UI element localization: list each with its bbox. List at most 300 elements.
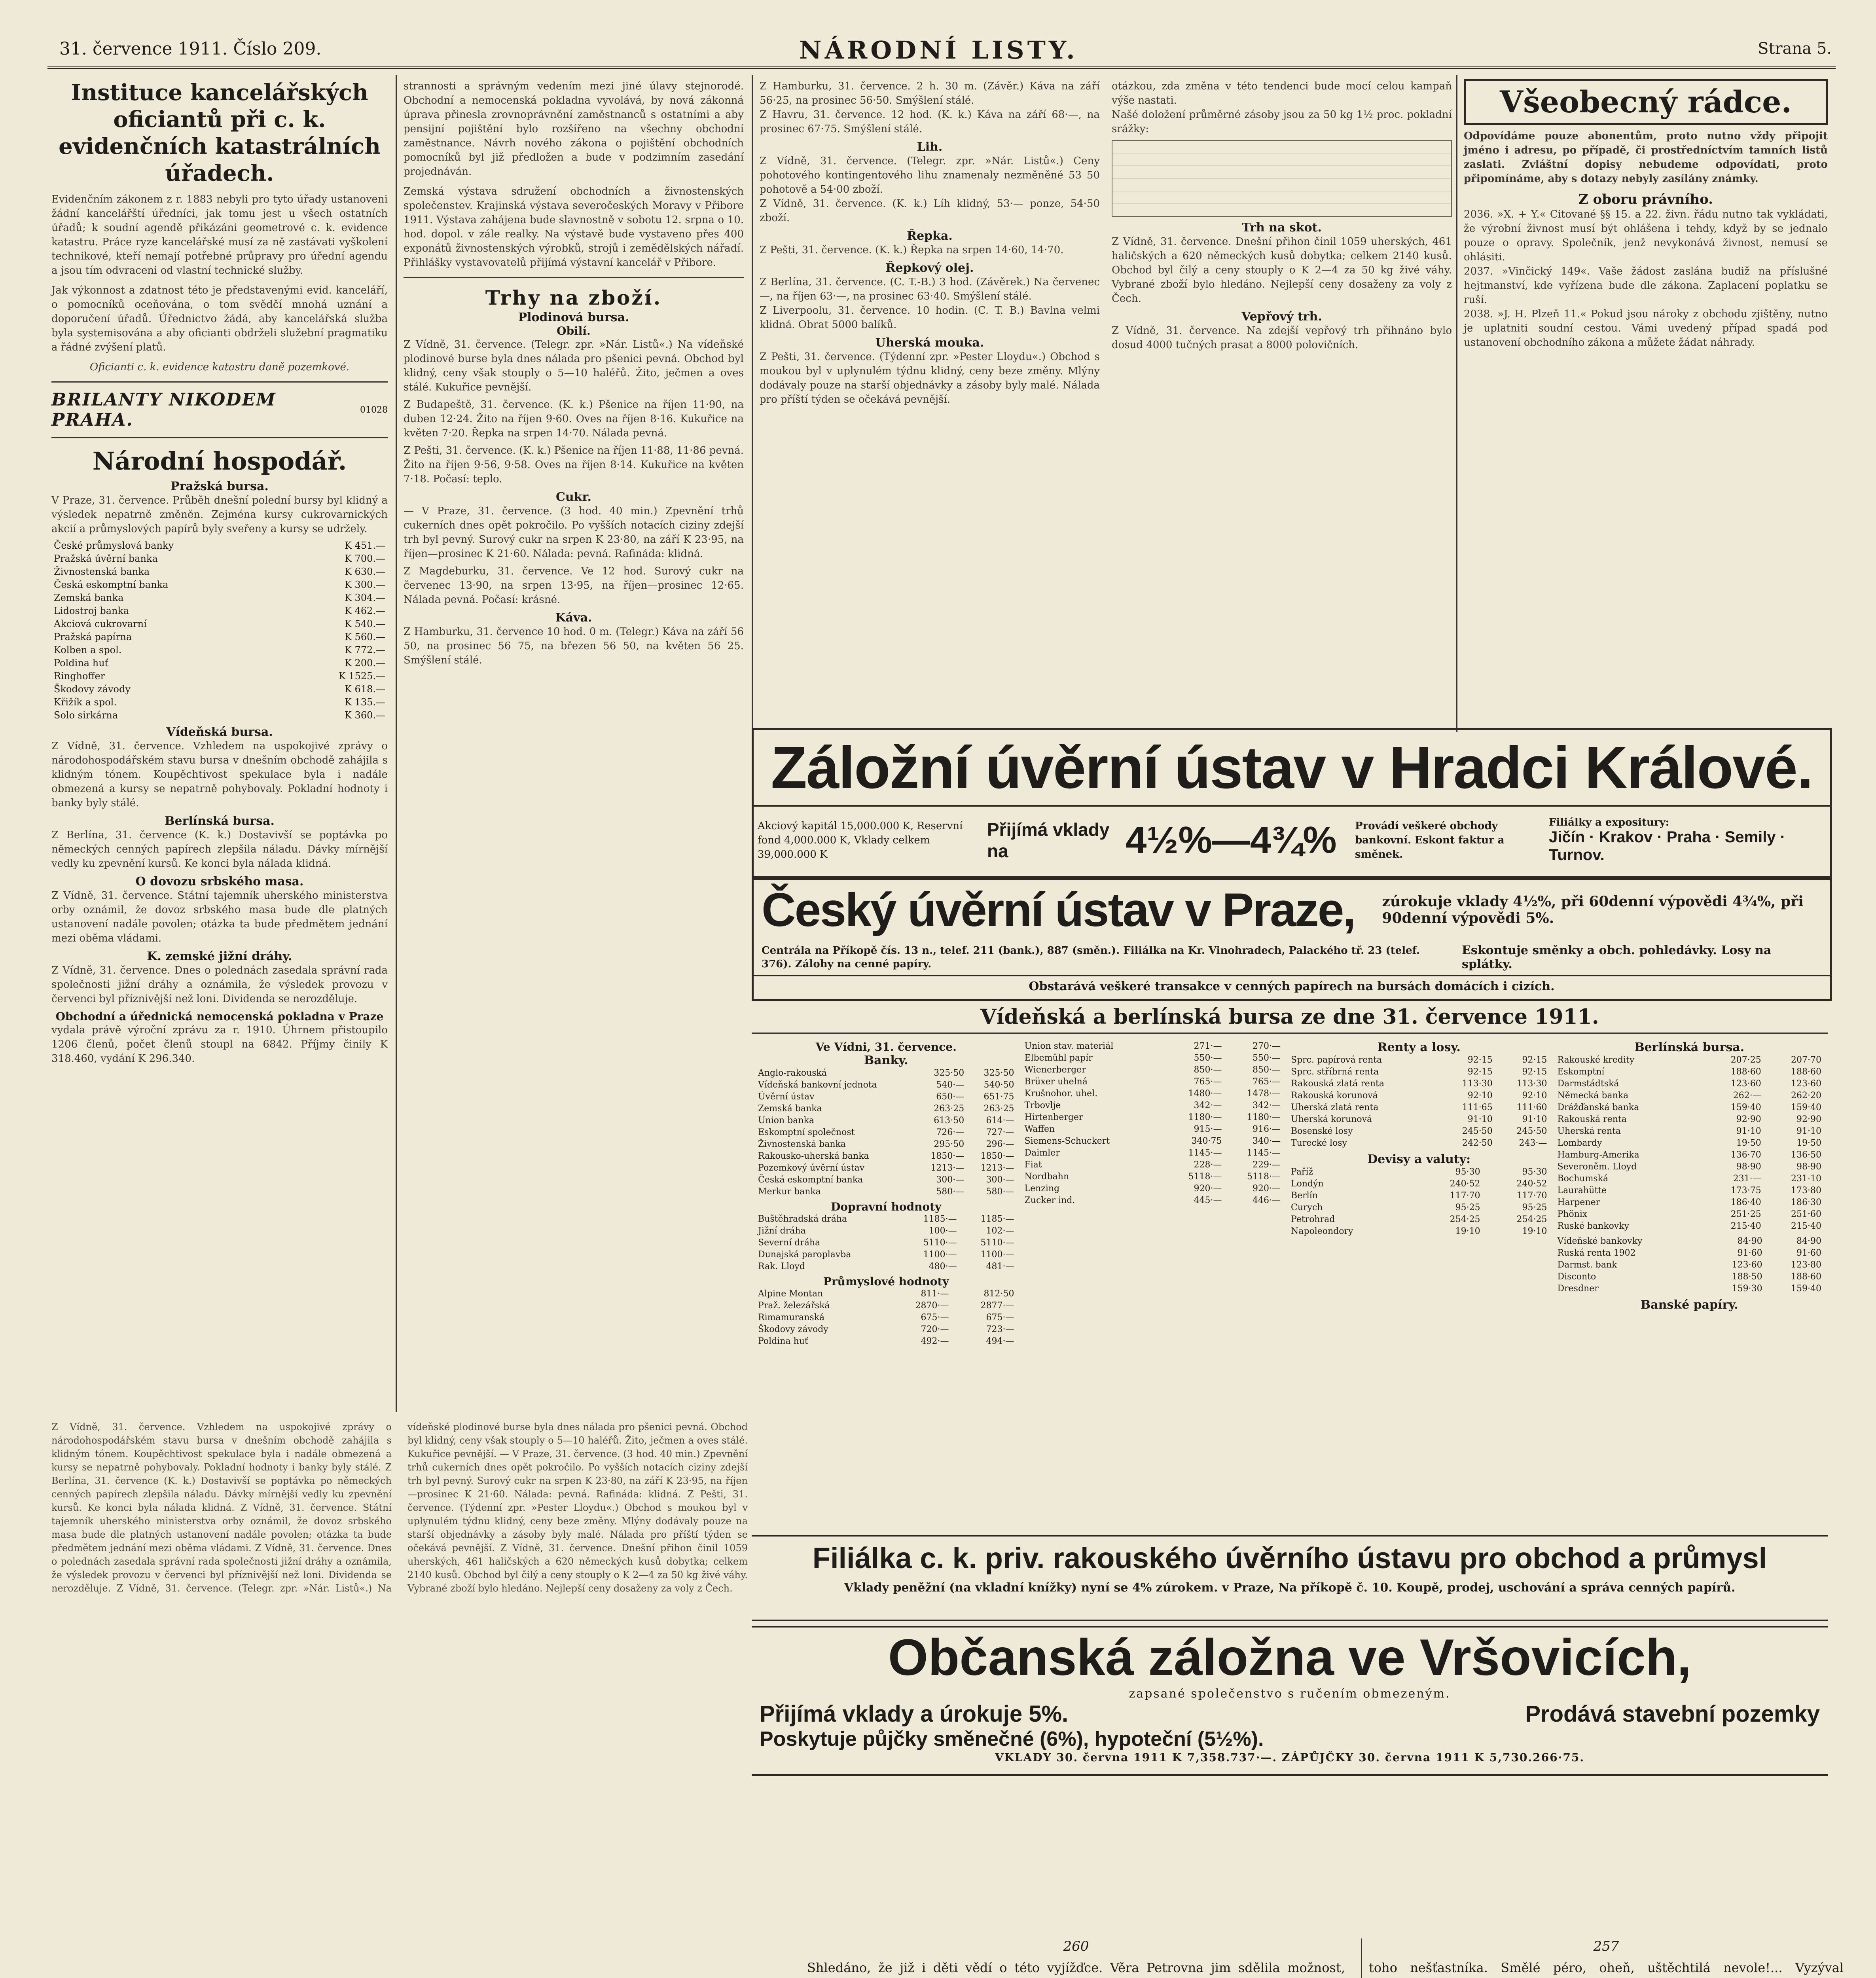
table-row <box>1289 1066 1550 1078</box>
security-price: 91·10 <box>1736 1126 1761 1136</box>
security-price: 850·— <box>1253 1065 1281 1075</box>
security-price: 215·40 <box>1730 1221 1761 1231</box>
table-row <box>1289 1102 1550 1114</box>
security-price: 113·30 <box>1462 1079 1493 1089</box>
security-price: 102·— <box>986 1226 1014 1236</box>
security-price: 916·— <box>1253 1124 1281 1134</box>
security-price: 263·25 <box>934 1104 965 1114</box>
security-name: Laurahütte <box>1557 1186 1607 1196</box>
security-price: 727·— <box>986 1127 1014 1137</box>
security-price: 540·50 <box>983 1080 1014 1090</box>
ad-sub: zapsané společenstvo s ručením obmezeným. <box>1129 1687 1451 1701</box>
security-name: Uherská renta <box>1557 1126 1621 1136</box>
table-row <box>1555 1283 1824 1295</box>
subsection-title: Cukr. <box>556 490 591 504</box>
article-body: Z Pešti, 31. července. (K. k.) Řepka na srpen 14·60, 14·70. <box>760 244 1064 256</box>
table-row <box>51 552 388 565</box>
security-name: Brüxer uhelná <box>1024 1077 1088 1087</box>
ad-branches <box>1549 817 1826 864</box>
security-name: Severní dráha <box>758 1238 821 1248</box>
table-row <box>51 565 388 578</box>
security-price: 95·25 <box>1455 1203 1480 1213</box>
table-row <box>1022 1183 1283 1195</box>
table-row <box>1289 1202 1550 1214</box>
stock-name: Solo sirkárna <box>54 710 118 721</box>
security-name: Úvěrní ústav <box>758 1092 815 1102</box>
ad-title: Záložní úvěrní ústav v Hradci Králové. <box>771 734 1813 801</box>
security-price: 720·— <box>921 1324 949 1334</box>
security-price: 1478·— <box>1247 1089 1281 1099</box>
bursa-table <box>1289 1054 1550 1149</box>
security-price: 117·70 <box>1516 1191 1547 1201</box>
ad-services: Provádí veškeré obchody bankovní. Eskont faktur a směnek. <box>1355 820 1505 860</box>
security-price: 136·50 <box>1791 1150 1821 1160</box>
security-name: Waffen <box>1024 1124 1055 1134</box>
stock-value: K 700.— <box>345 553 385 564</box>
subsection-title: Obilí. <box>557 324 591 337</box>
section-title: Národní hospodář. <box>92 447 347 476</box>
table-row <box>51 604 388 618</box>
masthead <box>47 35 1836 69</box>
security-price: 92·90 <box>1736 1114 1761 1124</box>
article-body: Z Vídně, 31. července. (Telegr. zpr. »Nár. Listů«.) Na vídeňské plodinové burse byla dnes nálada pro pšenici pevná. Obchod byl klidný, ceny však stouply o 5—10 haléřů. Žito, ječmen a oves stálé. Kukuřice pevnější. <box>404 339 744 393</box>
security-name: Union stav. materiál <box>1024 1041 1114 1051</box>
security-name: Rakouské kredity <box>1557 1055 1635 1065</box>
bursa-table <box>756 1213 1017 1273</box>
table-row <box>1022 1135 1283 1147</box>
column-4 <box>1464 79 1828 350</box>
stock-table <box>51 539 388 722</box>
rule <box>752 1033 1828 1034</box>
security-price: 765·— <box>1194 1077 1222 1087</box>
article-body: Zemská výstava sdružení obchodních a živnostenských společenstev. Krajinská výstava severočeských Moravy v Přibore 1911. Výstava zahájena bude slavnostně v sobotu 12. srpna o 10. hod. dopol. v zále realky. Na výstavě bude vystaveno přes 400 exponátů živnostenských výrobků, strojů i zemědělských nářadí. Přihlášky vystavovatelů přijímá výstavní kancelář v Přibore. <box>404 186 744 269</box>
table-row <box>51 670 388 683</box>
bursa-title: Vídeňská a berlínská bursa ze dne 31. července 1911. <box>980 1005 1599 1029</box>
security-price: 920·— <box>1194 1184 1222 1194</box>
column-3b <box>1112 79 1452 352</box>
security-name: Daimler <box>1024 1148 1060 1158</box>
stock-value: K 135.— <box>345 697 385 708</box>
bursa-label: Devisy a valuty: <box>1367 1152 1471 1166</box>
ad-row <box>754 940 1830 975</box>
ad-title: Občanská záložna ve Vršovicích, <box>888 1628 1692 1686</box>
security-name: Rimamuranská <box>758 1313 825 1322</box>
stock-name: Lidostroj banka <box>54 605 129 616</box>
security-price: 1213·— <box>930 1163 965 1173</box>
security-price: 1145·— <box>1188 1148 1222 1158</box>
security-price: 1850·— <box>930 1151 965 1161</box>
security-price: 850·— <box>1194 1065 1222 1075</box>
security-price: 723·— <box>986 1324 1014 1334</box>
security-price: 91·60 <box>1796 1248 1821 1258</box>
security-name: Uherská zlatá renta <box>1291 1103 1379 1112</box>
subsection-title: Plodinová bursa. <box>518 311 629 324</box>
security-name: Vídeňská bankovní jednota <box>758 1080 877 1090</box>
bursa-label: Banské papíry. <box>1640 1298 1738 1312</box>
security-name: Buštěhradská dráha <box>758 1214 847 1224</box>
table-row <box>1022 1052 1283 1064</box>
security-price: 95·25 <box>1522 1203 1547 1213</box>
table-row <box>1555 1137 1824 1149</box>
table-row <box>756 1225 1017 1237</box>
security-name: Ruské bankovky <box>1557 1221 1629 1231</box>
security-name: Bochumská <box>1557 1174 1609 1184</box>
security-price: 915·— <box>1194 1124 1222 1134</box>
security-price: 95·30 <box>1522 1167 1547 1177</box>
table-row <box>1289 1125 1550 1137</box>
article-body: Z Berlína, 31. července (K. k.) Dostavivší se poptávka po německých cenných papírech zlepšila náladu. Dávky mírnější vedly ku zpevnění kursů. Ke konci byla nálada klidná. <box>51 829 388 870</box>
security-price: 231·10 <box>1791 1174 1821 1184</box>
stock-value: K 560.— <box>345 631 385 642</box>
bursa-table <box>756 1288 1017 1347</box>
security-name: Disconto <box>1557 1272 1596 1282</box>
table-row <box>1022 1159 1283 1171</box>
table-row <box>1022 1100 1283 1112</box>
security-price: 91·60 <box>1737 1248 1762 1258</box>
branches-list: Jičín · Krakov · Praha · Semily · Turnov. <box>1549 828 1785 864</box>
security-price: 242·50 <box>1462 1138 1493 1148</box>
security-price: 123·60 <box>1791 1079 1821 1089</box>
security-price: 1180·— <box>1188 1112 1222 1122</box>
subsection-title: K. zemské jižní dráhy. <box>147 949 292 963</box>
security-price: 263·25 <box>983 1104 1014 1114</box>
paper-title: NÁRODNÍ LISTY. <box>799 36 1078 64</box>
stock-name: Kolben a spol. <box>54 644 122 656</box>
subsection-title: Uherská mouka. <box>875 336 984 350</box>
security-price: 920·— <box>1253 1184 1281 1194</box>
bursa-table <box>1555 1235 1824 1295</box>
security-name: Německá banka <box>1557 1091 1629 1101</box>
security-price: 1185·— <box>923 1214 957 1224</box>
security-price: 340·— <box>1253 1136 1281 1146</box>
stock-value: K 451.— <box>345 540 385 551</box>
security-price: 342·— <box>1194 1101 1222 1110</box>
table-row <box>1022 1112 1283 1124</box>
ad-address: Centrála na Příkopě čís. 13 n., telef. 211 (bank.), 887 (směn.). Filiálka na Kr. Vinohradech, Palackého tř. 23 (telef. 376). Zálohy na cenné papíry. <box>762 945 1420 970</box>
bursa-table <box>756 1067 1017 1198</box>
article-body: Z Vídně, 31. července. Vzhledem na uspokojivé zprávy o národohospodářském stavu bursa v dnešním obchodě zahájila s klidným tónem. Koupěchtivost spekulace byla i nadále obmezená a kursy se nepatrně pohybovaly. Pokladní hodnoty i banky byly stálé. Z Berlína, 31. července (K. k.) Dostavivší se poptávka po německých cenných papírech zlepšila náladu. Dávky mírnější vedly ku zpevnění kursů. Ke konci byla nálada klidná. Z Vídně, 31. července. Státní tajemník uherského ministerstva orby oznámil, že dovoz srbského masa bude dle platných ustanovení nadále povolen; otázka ta bude předmětem jednání mezi oběma vládami. Z Vídně, 31. července. Dnes o polednách zasedala správní rada společnosti jižní dráhy a oznámila, že výsledek provozu v červenci byl příznivější než loni. Dividenda se nerozděluje. Z Vídně, 31. července. (Telegr. zpr. »Nár. Listů«.) Na vídeňské plodinové burse byla dnes nálada pro pšenici pevná. Obchod byl klidný, ceny však stouply o 5—10 haléřů. Žito, ječmen a oves stálé. Kukuřice pevnější. — V Praze, 31. července. (3 hod. 40 min.) Zpevnění trhů cukerních dnes opět pokročilo. Po vyšších notacích ciziny zdejší trh byl pevný. Surový cukr na srpen K 23·80, na září K 23·95, na říjen—prosinec K 21·60. Nálada: pevná. Rafináda: klidná. Z Pešti, 31. července. (Týdenní zpr. »Pester Lloydu«.) Obchod s moukou byl v uplynulém týdnu klidný, ceny beze změny. Mlýny dodávaly pouze na starší objednávky a zásoby byly malé. Nálada pro příští týden se očekává pevnější. Z Vídně, 31. července. Dnešní přihon činil 1059 uherských, 461 haličských a 620 německých kusů dobytka; celkem 2140 kusů. Obchod byl čilý a ceny stouply o K 2—4 za 50 kg živé váhy. Vybrané zboží bylo hledáno. Nejlepší ceny dosaženy za voly z Čech. <box>51 1421 748 1594</box>
price-table <box>1112 140 1452 217</box>
bursa-col-3 <box>1289 1040 1550 1527</box>
security-price: 92·15 <box>1522 1055 1547 1065</box>
subsection-title: Vídeňská bursa. <box>166 725 273 739</box>
security-name: Dresdner <box>1557 1284 1599 1294</box>
branches-label: Filiálky a expositury: <box>1549 817 1669 828</box>
security-price: 123·60 <box>1730 1079 1761 1089</box>
security-price: 186·40 <box>1730 1197 1761 1207</box>
table-row <box>51 709 388 722</box>
table-row <box>1289 1090 1550 1102</box>
security-name: Harpener <box>1557 1197 1600 1207</box>
security-price: 271·— <box>1194 1041 1222 1051</box>
security-price: 650·— <box>936 1092 965 1102</box>
ad-details <box>754 805 1830 874</box>
security-price: 811·— <box>921 1289 949 1299</box>
security-name: Nordbahn <box>1024 1172 1069 1182</box>
table-row <box>1555 1173 1824 1185</box>
security-price: 91·10 <box>1522 1114 1547 1124</box>
security-price: 540·— <box>936 1080 965 1090</box>
ad-hradec <box>752 728 1832 878</box>
stock-value: K 630.— <box>345 566 385 577</box>
table-row <box>1555 1185 1824 1197</box>
stock-value: K 1525.— <box>338 671 385 682</box>
security-name: Berlín <box>1291 1191 1318 1201</box>
table-row <box>1022 1195 1283 1207</box>
security-name: Siemens-Schuckert <box>1024 1136 1110 1146</box>
table-row <box>756 1139 1017 1150</box>
table-row <box>51 644 388 657</box>
security-price: 159·30 <box>1732 1284 1762 1294</box>
stock-name: Česká eskomptní banka <box>54 579 169 590</box>
security-price: 207·25 <box>1730 1055 1761 1065</box>
security-name: Darmst. bank <box>1557 1260 1617 1270</box>
table-row <box>1289 1166 1550 1178</box>
ad-title: Filiálka c. k. priv. rakouského úvěrního ústavu pro obchod a průmysl <box>812 1542 1767 1574</box>
security-price: 342·— <box>1253 1101 1281 1110</box>
table-row <box>51 618 388 631</box>
table-row <box>756 1103 1017 1115</box>
table-row <box>51 578 388 591</box>
novel-text: toho nešťastníka. Smělé péro, oheň, uštěchtilá nevole!... Vyzýval <box>1369 1960 1844 1975</box>
stock-name: Pražská úvěrní banka <box>54 553 158 564</box>
security-price: 98·90 <box>1736 1162 1761 1172</box>
table-row <box>51 657 388 670</box>
security-price: 173·75 <box>1730 1186 1761 1196</box>
security-name: Bosenské losy <box>1291 1126 1353 1136</box>
article-body: vydala právě výroční zprávu za r. 1910. Úhrnem přistoupilo 1206 členů, počet členů stoupl na 6842. Příjmy činily K 318.460, vydání K 296.340. <box>51 1024 388 1065</box>
security-name: Trbovlje <box>1024 1101 1061 1110</box>
table-row <box>1022 1076 1283 1088</box>
ad-side: Eskontuje směnky a obch. pohledávky. Losy na splátky. <box>1462 944 1772 971</box>
security-name: Sprc. papírová renta <box>1291 1055 1382 1065</box>
table-row <box>1555 1209 1824 1220</box>
security-name: Drážďanská banka <box>1557 1103 1639 1112</box>
security-price: 262·20 <box>1791 1091 1821 1101</box>
security-price: 675·— <box>921 1313 949 1322</box>
stock-name: Ringhoffer <box>54 671 105 682</box>
stock-name: Škodovy závody <box>54 684 131 695</box>
ad-number: 01028 <box>360 405 388 415</box>
article-body: strannosti a správným vedením mezi jiné úlavy stejnorodé. Obchodní a nemocenská pokladna vyvolává, by nová zákonná úprava přinesla zrovnoprávnění zaměstnanců s ostatními a aby pensijní pojištění bylo rozšířeno na všechny obchodní zaměstnance. Návrh nového zákona o pojištění obchodních pomocníků byl již předložen a bude v podzimním zasedání projednáván. <box>404 80 744 178</box>
column-rule <box>752 75 753 732</box>
security-name: Zucker ind. <box>1024 1196 1075 1205</box>
table-row <box>1022 1147 1283 1159</box>
section-title: Trhy na zboží. <box>485 286 662 309</box>
bursa-label: Berlínská bursa. <box>1634 1040 1745 1054</box>
security-name: Elbemühl papír <box>1024 1053 1093 1063</box>
table-row <box>1555 1197 1824 1209</box>
security-name: Česká eskomptní banka <box>758 1175 863 1185</box>
subsection-title: Obchodní a úřednická nemocenská pokladna v Praze <box>55 1010 384 1023</box>
ad-footer: Obstarává veškeré transakce v cenných papírech na bursách domácích i cizích. <box>754 975 1830 993</box>
security-price: 580·— <box>986 1187 1014 1197</box>
column-rule <box>1456 75 1457 732</box>
ad-vklady: Přijímá vklady a úrokuje 5%. <box>760 1701 1069 1727</box>
article-body: Z Budapeště, 31. července. (K. k.) Pšenice na říjen 11·90, na duben 12·24. Žito na říjen 9·60. Oves na říjen 8·16. Kukuřice na květen 7·20. Řepka na srpen 14·70. Nálada pevná. <box>404 399 744 439</box>
table-row <box>1555 1114 1824 1125</box>
table-row <box>1289 1226 1550 1237</box>
column-1 <box>51 79 388 1066</box>
security-price: 296·— <box>986 1139 1014 1149</box>
subsection-title: Trh na skot. <box>1242 221 1322 235</box>
stock-value: K 540.— <box>345 618 385 629</box>
article-body: Z Vídně, 31. července. (Telegr. zpr. »Nár. Listů«.) Ceny pohotového kontingentového lihu znamenaly nezměněné 53 50 pohotově a 54·00 zboží. Z Vídně, 31. července. (K. k.) Líh klidný, 53·— ponze, 54·50 zboží. <box>760 155 1100 224</box>
table-row <box>1555 1235 1824 1247</box>
security-name: Paříž <box>1291 1167 1313 1177</box>
article-body: 2036. »X. + Y.« Citované §§ 15. a 22. živn. řádu nutno tak vykládati, že výrobní živnost musí být ohlášena i tehdy, když by se jednalo pouze o opravy. Společník, jenž nevykonává živnost, nemusí se ohlásiti. 2037. »Vinčický 149«. Vaše žádost zaslána budiž na příslušné hejtmanství, kde vyřízena bude dle zákona. Zaplacení poplatku se ruší. 2038. »J. H. Plzeň 11.« Pokud jsou nároky z obchodu zjištěny, nutno je uplatniti soudní cestou. Vámi uvedený případ spadá pod ustanovení obchodního zákona a můžete žádat náhrady. <box>1464 208 1828 349</box>
ad-row <box>754 880 1830 940</box>
ad-row <box>752 1701 1828 1727</box>
stock-value: K 772.— <box>345 644 385 656</box>
novel-left <box>807 1938 1345 1978</box>
table-row <box>1022 1064 1283 1076</box>
security-price: 159·40 <box>1791 1103 1821 1112</box>
ad-sub: Vklady peněžní (na vkladní knížky) nyní se 4% zúrokem. v Praze, Na příkopě č. 10. Koupě, prodej, uschování a správa cenných papírů. <box>844 1581 1736 1595</box>
stock-value: K 200.— <box>345 657 385 669</box>
table-row <box>1289 1078 1550 1090</box>
security-name: Phönix <box>1557 1209 1588 1219</box>
bursa-col-4 <box>1555 1040 1824 1527</box>
bursa-label: Dopravní hodnoty <box>831 1200 942 1213</box>
security-price: 765·— <box>1253 1077 1281 1087</box>
bursa-label: Renty a losy. <box>1377 1040 1461 1054</box>
security-price: 19·50 <box>1796 1138 1821 1148</box>
table-row <box>756 1115 1017 1127</box>
table-row <box>1555 1054 1824 1066</box>
security-name: Fiat <box>1024 1160 1042 1170</box>
security-price: 446·— <box>1253 1196 1281 1205</box>
security-name: Hamburg-Amerika <box>1557 1150 1639 1160</box>
security-name: Poldina huť <box>758 1336 808 1346</box>
security-name: Eskomptní <box>1557 1067 1605 1077</box>
table-row <box>1289 1190 1550 1202</box>
stock-value: K 462.— <box>345 605 385 616</box>
table-row <box>1022 1124 1283 1135</box>
security-price: 5118·— <box>1247 1172 1281 1182</box>
stock-name: Poldina huť <box>54 657 109 669</box>
security-name: Rakouská korunová <box>1291 1091 1378 1101</box>
advice-intro: Odpovídáme pouze abonentům, proto nutno vždy připojit jméno i adresu, po případě, či prostředníctvím tamních listů zaslati. Zvláštní dopisy nebudeme odpovídati, proto připomínáme, aby s dotazy nebyly zasílány známky. <box>1464 130 1828 185</box>
novel-text: Shledáno, že již i děti vědí o této vyjížďce. Věra Petrovna jim sdělila možnost, <box>807 1960 1345 1975</box>
table-row <box>1555 1125 1824 1137</box>
security-price: 262·— <box>1733 1091 1761 1101</box>
security-price: 1480·— <box>1188 1089 1222 1099</box>
security-price: 251·25 <box>1730 1209 1761 1219</box>
security-price: 92·10 <box>1467 1091 1493 1101</box>
table-row <box>756 1249 1017 1261</box>
table-row <box>756 1127 1017 1139</box>
security-price: 243·— <box>1519 1138 1547 1148</box>
security-price: 240·52 <box>1516 1179 1547 1189</box>
column-2 <box>404 79 744 667</box>
stock-name: Křižík a spol. <box>54 697 117 708</box>
security-price: 2877·— <box>980 1301 1014 1311</box>
security-name: Lenzing <box>1024 1184 1060 1194</box>
security-price: 19·10 <box>1455 1226 1480 1236</box>
security-price: 19·50 <box>1736 1138 1761 1148</box>
article-body: V Praze, 31. července. Průběh dnešní polední bursy byl klidný a výsledek nepatrně změněn. Zejména kursy cukrovarnických akcií a průmyslových papírů byly sveřeny a kursy se udržely. <box>51 494 388 535</box>
brilanty-text: BRILANTY NIKODEM PRAHA. <box>51 390 276 430</box>
table-row <box>1555 1102 1824 1114</box>
security-price: 245·50 <box>1462 1126 1493 1136</box>
table-row <box>1555 1078 1824 1090</box>
table-row <box>756 1150 1017 1162</box>
security-price: 445·— <box>1194 1196 1222 1205</box>
table-row <box>1555 1161 1824 1173</box>
article-body: Z Vídně, 31. července. Dnešní přihon činil 1059 uherských, 461 haličských a 620 německých kusů dobytka; celkem 2140 kusů. Obchod byl čilý a ceny stouply o K 2—4 za 50 kg živé váhy. Vybrané zboží bylo hledáno. Nejlepší ceny dosaženy za voly z Čech. <box>1112 236 1452 305</box>
table-row <box>51 683 388 696</box>
security-name: Wienerberger <box>1024 1065 1086 1075</box>
column-rule <box>1361 1938 1362 1978</box>
subsection-title: Pražská bursa. <box>171 479 269 493</box>
table-row <box>1555 1066 1824 1078</box>
security-price: 188·50 <box>1732 1272 1762 1282</box>
security-name: Alpine Montan <box>758 1289 823 1299</box>
article-body: otázkou, zda změna v této tendenci bude mocí celou kampaň výše nastati. Našé doložení průměrné zásoby jsou za 50 kg 1½ proc. pokladní srážky: <box>1112 80 1452 135</box>
security-price: 5110·— <box>923 1238 957 1248</box>
table-row <box>756 1261 1017 1273</box>
security-price: 325·50 <box>934 1068 965 1078</box>
security-name: Zemská banka <box>758 1104 822 1114</box>
security-price: 295·50 <box>934 1139 965 1149</box>
security-price: 613·50 <box>934 1116 965 1125</box>
bursa-table <box>1022 1040 1283 1207</box>
table-row <box>1289 1214 1550 1226</box>
security-name: Anglo-rakouská <box>758 1068 827 1078</box>
article-body: Z Hamburku, 31. července 10 hod. 0 m. (Telegr.) Káva na září 56 50, na prosinec 56 75, na březen 56 50, na květen 56 25. Smýšlení stálé. <box>404 626 744 666</box>
security-name: Napoleondory <box>1291 1226 1353 1236</box>
ad-filialka <box>752 1535 1828 1621</box>
table-row <box>756 1174 1017 1186</box>
table-row <box>1555 1090 1824 1102</box>
table-row <box>1289 1178 1550 1190</box>
security-price: 325·50 <box>983 1068 1014 1078</box>
security-price: 726·— <box>936 1127 965 1137</box>
table-row <box>1022 1171 1283 1183</box>
table-row <box>1289 1054 1550 1066</box>
table-row <box>756 1288 1017 1300</box>
subsection-title: O dovozu srbského masa. <box>135 875 304 889</box>
security-price: 2870·— <box>915 1301 949 1311</box>
security-price: 1180·— <box>1247 1112 1281 1122</box>
article-title: Instituce kancelářských oficiantů při c. k. evidenčních katastrálních úřadech. <box>59 80 381 186</box>
table-row <box>1022 1040 1283 1052</box>
security-price: 111·65 <box>1462 1103 1493 1112</box>
security-price: 92·10 <box>1522 1091 1547 1101</box>
issue-date: 31. července 1911. Číslo 209. <box>59 39 322 59</box>
column-rule <box>396 75 397 1412</box>
table-row <box>756 1300 1017 1312</box>
stock-value: K 360.— <box>345 710 385 721</box>
ad-land: Prodává stavební pozemky <box>1525 1701 1820 1727</box>
security-price: 1100·— <box>923 1250 957 1260</box>
stock-name: Zemská banka <box>54 592 124 603</box>
bursa-table <box>1289 1166 1550 1237</box>
security-name: Rakouská renta <box>1557 1114 1627 1124</box>
security-name: Curych <box>1291 1203 1323 1213</box>
ad-rate-text: zúrokuje vklady 4½%, při 60denní výpovědi 4¾%, při 90denní výpovědi 5%. <box>1382 893 1804 926</box>
security-price: 231·— <box>1733 1174 1761 1184</box>
article-body: Z Berlína, 31. července. (C. T.-B.) 3 hod. (Závěrek.) Na červenec —, na říjen 63·—, na prosinec 63·40. Smýšlení stálé. Z Liverpoolu, 31. července. 10 hodin. (C. T. B.) Bavlna velmi klidná. Obrat 5000 balíků. <box>760 276 1100 331</box>
article-body: — V Praze, 31. července. (3 hod. 40 min.) Zpevnění trhů cukerních dnes opět pokročilo. Po vyšších notacích ciziny zdejší trh byl pevný. Surový cukr na srpen K 23·80, na září K 23·95, na říjen—prosinec K 21·60. Nálada: pevná. Rafináda: klidná. <box>404 505 744 560</box>
security-price: 100·— <box>929 1226 957 1236</box>
security-name: Ruská renta 1902 <box>1557 1248 1636 1258</box>
security-price: 92·15 <box>1522 1067 1547 1077</box>
table-row <box>756 1336 1017 1347</box>
security-price: 123·80 <box>1791 1260 1821 1270</box>
security-price: 251·60 <box>1791 1209 1821 1219</box>
